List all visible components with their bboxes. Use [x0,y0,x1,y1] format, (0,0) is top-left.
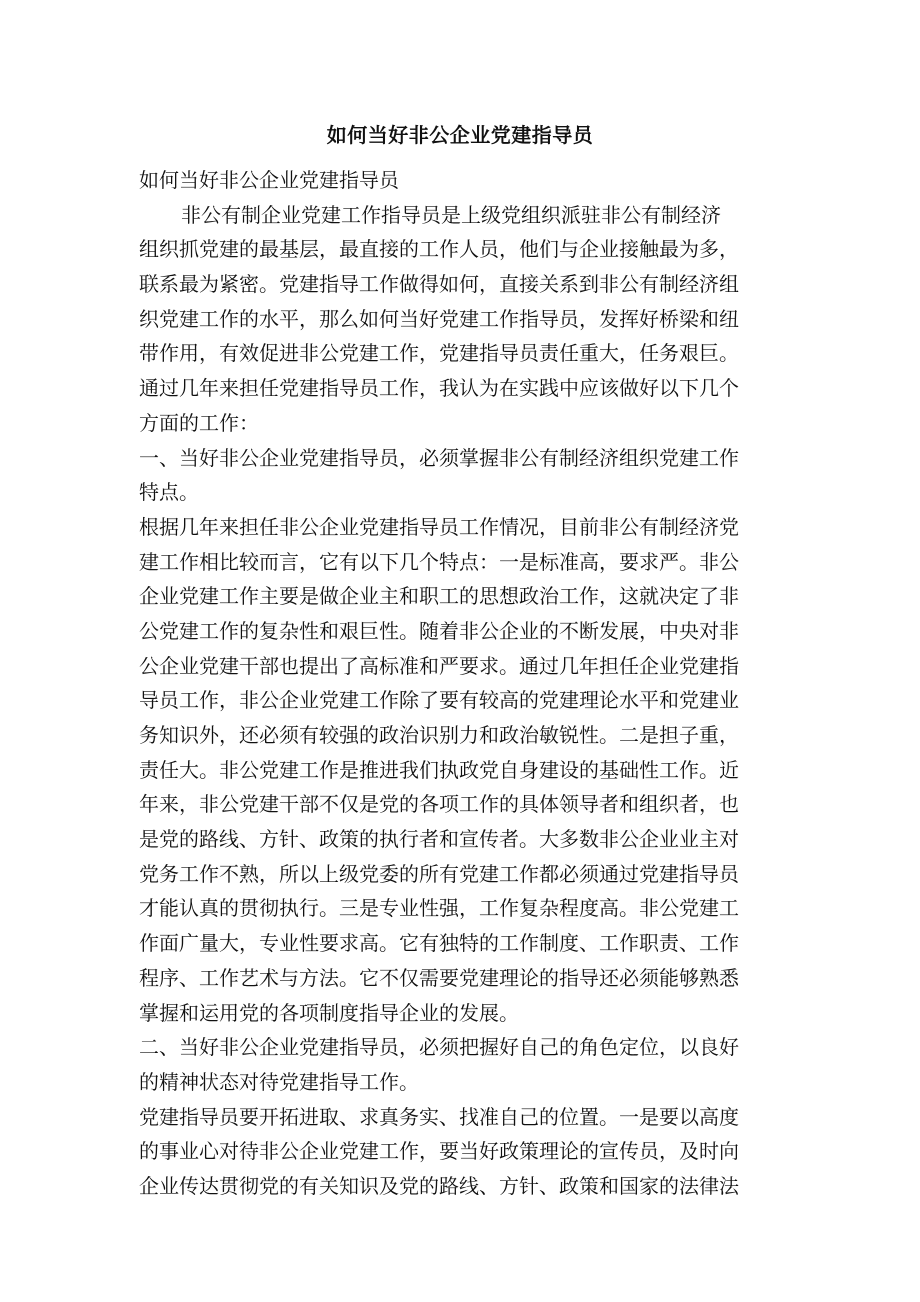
text-line: 联系最为紧密。党建指导工作做得如何，直接关系到非公有制经济组 [139,272,739,297]
text-line: 织党建工作的水平，那么如何当好党建工作指导员，发挥好桥梁和纽 [139,306,739,331]
text-line: 才能认真的贯彻执行。三是专业性强，工作复杂程度高。非公党建工 [139,896,739,921]
text-line: 通过几年来担任党建指导员工作，我认为在实践中应该做好以下几个 [139,376,739,401]
text-line: 公企业党建干部也提出了高标准和严要求。通过几年担任企业党建指 [139,653,739,678]
text-line: 是党的路线、方针、政策的执行者和宣传者。大多数非公企业业主对 [139,827,739,852]
text-line: 企业传达贯彻党的有关知识及党的路线、方针、政策和国家的法律法 [139,1173,739,1198]
text-line: 企业党建工作主要是做企业主和职工的思想政治工作，这就决定了非 [139,584,739,609]
text-line: 责任大。非公党建工作是推进我们执政党自身建设的基础性工作。近 [139,757,739,782]
text-line: 根据几年来担任非公企业党建指导员工作情况，目前非公有制经济党 [139,514,739,539]
text-line: 的事业心对待非公企业党建工作，要当好政策理论的宣传员，及时向 [139,1139,739,1164]
text-line: 特点。 [139,480,199,505]
text-line: 掌握和运用党的各项制度指导企业的发展。 [139,1000,519,1025]
text-line: 务知识外，还必须有较强的政治识别力和政治敏锐性。二是担子重， [139,723,739,747]
text-line: 非公有制企业党建工作指导员是上级党组织派驻非公有制经济 [181,202,721,227]
text-line: 年来，非公党建干部不仅是党的各项工作的具体领导者和组织者，也 [139,792,739,817]
document-body [139,163,799,1204]
text-line: 二、当好非公企业党建指导员，必须把握好自己的角色定位，以良好 [139,1035,739,1060]
text-line: 组织抓党建的最基层，最直接的工作人员，他们与企业接触最为多， [139,237,739,262]
text-line: 如何当好非公企业党建指导员 [139,168,399,192]
text-line: 公党建工作的复杂性和艰巨性。随着非公企业的不断发展，中央对非 [139,618,739,643]
text-line: 程序、工作艺术与方法。它不仅需要党建理论的指导还必须能够熟悉 [139,965,739,990]
text-line: 作面广量大，专业性要求高。它有独特的工作制度、工作职责、工作 [139,931,739,956]
text-line: 导员工作，非公企业党建工作除了要有较高的党建理论水平和党建业 [139,688,739,713]
text-line: 党建指导员要开拓进取、求真务实、找准自己的位置。一是要以高度 [139,1104,739,1129]
text-line: 的精神状态对待党建指导工作。 [139,1069,419,1094]
text-line: 方面的工作： [139,410,259,435]
text-line: 建工作相比较而言，它有以下几个特点：一是标准高，要求严。非公 [139,549,739,574]
text-line: 一、当好非公企业党建指导员，必须掌握非公有制经济组织党建工作 [139,445,739,470]
text-line: 党务工作不熟，所以上级党委的所有党建工作都必须通过党建指导员 [139,861,739,886]
text-line: 带作用，有效促进非公党建工作，党建指导员责任重大，任务艰巨。 [139,341,739,366]
document-title: 如何当好非公企业党建指导员 [326,123,594,147]
